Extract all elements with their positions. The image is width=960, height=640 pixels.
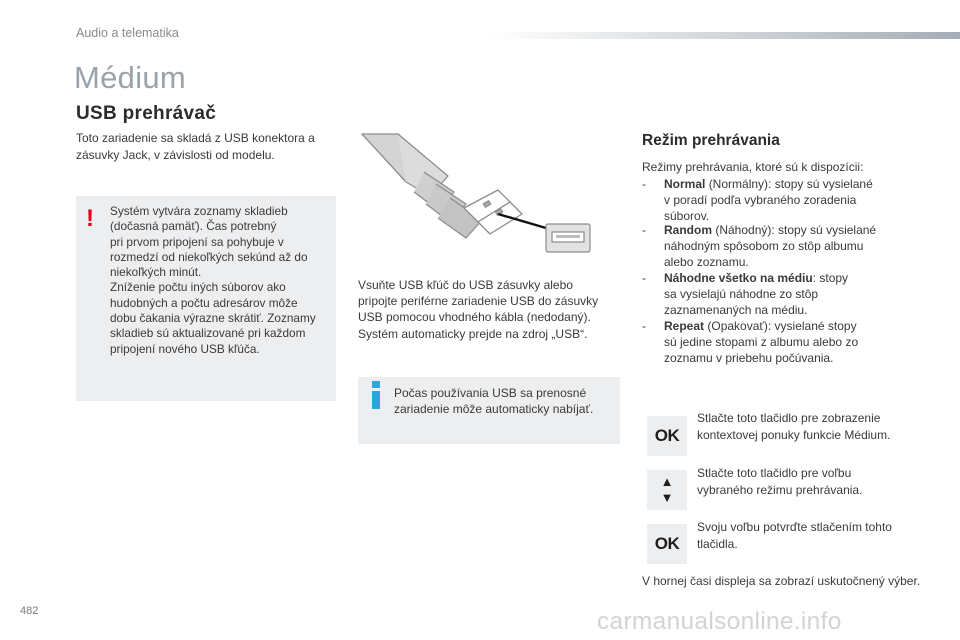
info-text: Počas používania USB sa prenosné zariadenie môže automaticky nabíjať. bbox=[394, 386, 594, 416]
arrow-down-icon: ▼ bbox=[660, 490, 674, 505]
up-down-arrow-key bbox=[647, 470, 687, 510]
header-section-label: Audio a telematika bbox=[76, 26, 179, 40]
usb-intro-text: Toto zariadenie sa skladá z USB konektora a zásuvky Jack, v závislosti od modelu. bbox=[76, 131, 315, 162]
usb-stick-illustration bbox=[358, 130, 594, 254]
header-bar bbox=[490, 32, 960, 39]
page-title: Médium bbox=[74, 60, 187, 95]
ok-button-key: OK bbox=[647, 416, 687, 456]
arrow-key-description: Stlačte toto tlačidlo pre voľbu vybraného režimu prehrávania. bbox=[697, 466, 863, 497]
watermark: carmanualsonline.info bbox=[597, 608, 842, 635]
usb-insert-instructions: Vsuňte USB kľúč do USB zásuvky alebo pripojte periférne zariadenie USB do zásuvky USB pomocou vhodného kábla (nedodaný). Systém automaticky prejde na zdroj „USB“. bbox=[358, 278, 599, 341]
modes-intro-text: Režimy prehrávania, ktoré sú k dispozícii: bbox=[642, 160, 864, 174]
ok-confirm-key: OK bbox=[647, 524, 687, 564]
ok-key-description: Stlačte toto tlačidlo pre zobrazenie kontextovej ponuky funkcie Médium. bbox=[697, 411, 891, 442]
warning-icon: ! bbox=[86, 205, 94, 232]
confirm-key-description: Svoju voľbu potvrďte stlačením tohto tlačidla. bbox=[697, 520, 892, 551]
info-icon bbox=[369, 380, 383, 410]
page-number: 482 bbox=[20, 605, 39, 617]
warning-text: Systém vytvára zoznamy skladieb (dočasná pamäť). Čas potrebný pri prvom pripojení sa pohybuje v rozmedzí od niekoľkých sekúnd až do niekoľkých minút. Zníženie počtu iných súborov ako hudobných a počtu adresárov môže dobu čakania výrazne skrátiť. Zoznamy skladieb sú aktualizované pri každom pripojení nového USB kľúča. bbox=[110, 204, 316, 356]
section-title-usb: USB prehrávač bbox=[76, 103, 217, 124]
section-title-modes: Režim prehrávania bbox=[642, 132, 780, 149]
footer-text: V hornej časi displeja sa zobrazí uskutočnený výber. bbox=[642, 574, 921, 588]
arrow-up-icon: ▲ bbox=[660, 474, 674, 489]
